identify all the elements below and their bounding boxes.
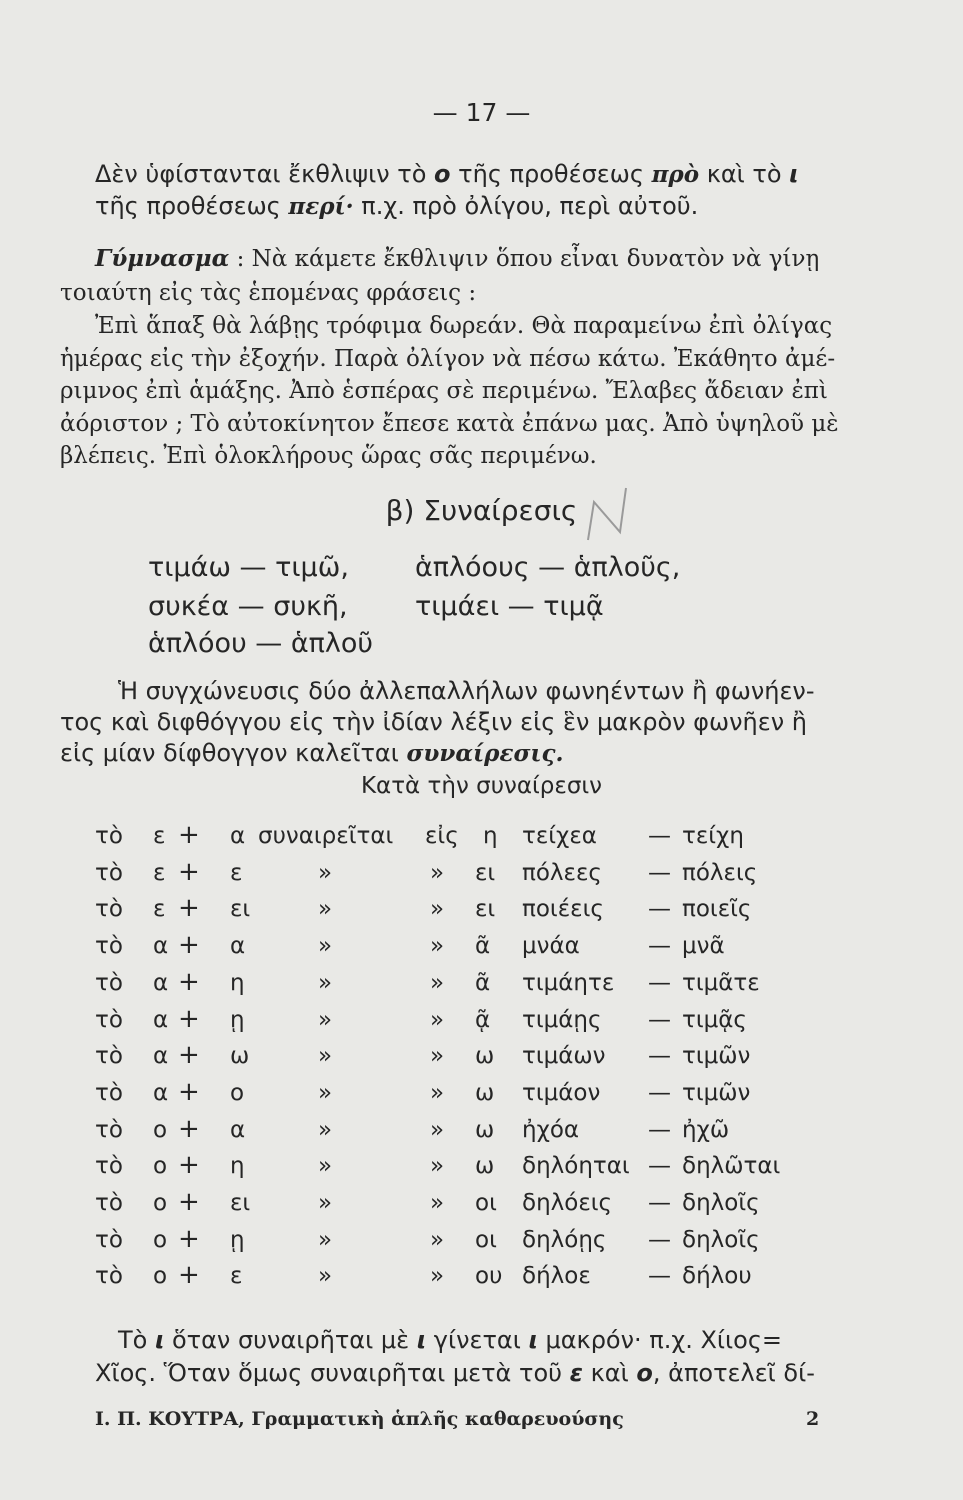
rule-article: τὸ [95, 933, 123, 960]
rule-word: τιμάητε [522, 969, 615, 996]
rule-vowel-2: α [230, 1116, 246, 1143]
rule-ditto-2: » [430, 1190, 445, 1216]
rule-row [0, 1113, 963, 1153]
rule-vowel-2: η [230, 1153, 245, 1180]
section-title: β) Συναίρεσις [385, 494, 578, 527]
intro-line-1: Δὲν ὑφίστανται ἔκθλιψιν τὸ ο τῆς προθέσεως πρὸ καὶ τὸ ι [95, 160, 799, 188]
rule-vowel-1: α [153, 1079, 169, 1106]
rule-article: τὸ [95, 1153, 123, 1180]
rule-result: ω [475, 1079, 495, 1106]
rule-word: τείχεα [522, 823, 597, 849]
rule-word: ποιέεις [522, 896, 604, 923]
rule-word: τιμάων [522, 1043, 606, 1070]
exercise-line-5: ριμνος ἐπὶ ἁμάξης. Ἀπὸ ἑσπέρας σὲ περιμένω. Ἔλαβες ἄδειαν ἐπὶ [60, 378, 828, 404]
rule-vowel-1: ε [153, 896, 166, 923]
rule-row [0, 1150, 963, 1189]
rule-article: τὸ [95, 1043, 123, 1070]
rule-vowel-1: α [153, 1043, 169, 1070]
rule-ditto-2: » [430, 859, 445, 886]
rule-article: τὸ [95, 823, 123, 849]
rule-dash: — [648, 823, 671, 849]
rule-contracted: τείχη [682, 823, 744, 849]
rule-row [0, 930, 963, 969]
rule-result: οι [475, 1226, 497, 1253]
rule-plus: + [178, 1113, 200, 1144]
example-5: ἁπλόου — ἁπλοῦ [148, 628, 374, 659]
rule-ditto-1: » [318, 896, 333, 923]
rule-contracted: τιμᾷς [682, 1006, 747, 1033]
rule-row [0, 1076, 963, 1116]
rule-row [0, 1223, 963, 1263]
rule-result: ᾶ [475, 969, 491, 996]
rule-result: οι [475, 1190, 497, 1216]
exercise-line-3: Ἐπὶ ἅπαξ θὰ λάβῃς τρόφιμα δωρεάν. Θὰ παραμείνω ἐπὶ ὀλίγας [95, 313, 833, 339]
rule-article: τὸ [95, 1079, 123, 1106]
rule-result: ω [475, 1116, 495, 1143]
rule-vowel-1: ε [153, 859, 166, 886]
rule-row [0, 1040, 963, 1079]
rule-vowel-1: ο [153, 1226, 168, 1253]
rule-vowel-2: ει [230, 896, 251, 923]
rule-plus: + [178, 1040, 200, 1071]
rule-eis: εἰς [425, 823, 459, 849]
rule-vowel-2: ε [230, 1263, 243, 1290]
rule-contracted: δηλοῖς [682, 1226, 760, 1253]
rule-result: η [483, 823, 498, 849]
intro-line-2: τῆς προθέσεως περί· π.χ. πρὸ ὀλίγου, περὶ αὐτοῦ. [95, 192, 699, 220]
rule-row [0, 1187, 963, 1226]
rule-contracted: πόλεις [682, 859, 758, 886]
rule-vowel-1: ο [153, 1263, 168, 1290]
rule-ditto-2: » [430, 896, 445, 923]
rule-vowel-2: ῃ [230, 1006, 245, 1033]
rule-word: δήλοε [522, 1263, 591, 1290]
rule-contracted: ἠχῶ [682, 1116, 730, 1143]
example-1: τιμάω — τιμῶ, [148, 552, 349, 583]
rule-row [0, 966, 963, 1006]
rule-plus: + [178, 1260, 200, 1291]
rule-word: τιμάον [522, 1079, 601, 1106]
rule-vowel-2: α [230, 823, 246, 849]
rule-ditto-2: » [430, 933, 445, 960]
rule-dash: — [648, 1226, 671, 1253]
rule-ditto-1: » [318, 1043, 333, 1070]
rule-dash: — [648, 859, 671, 886]
rule-ditto-1: » [318, 1190, 333, 1216]
rule-word: δηλόῃς [522, 1226, 607, 1253]
rule-contracted: μνᾶ [682, 933, 725, 960]
rule-word: ἠχόα [522, 1116, 580, 1143]
rule-contracted: δηλῶται [682, 1153, 781, 1180]
rule-ditto-2: » [430, 1263, 445, 1290]
rule-ditto-1: » [318, 1263, 333, 1290]
rule-result: ᾶ [475, 933, 491, 960]
rule-plus: + [178, 1076, 200, 1107]
rule-article: τὸ [95, 1263, 123, 1290]
rule-plus: + [178, 893, 200, 924]
rule-article: τὸ [95, 896, 123, 923]
exercise-label: Γύμνασμα [95, 245, 230, 272]
rule-row [0, 893, 963, 932]
rule-vowel-2: ο [230, 1079, 245, 1106]
rule-article: τὸ [95, 859, 123, 886]
example-4: τιμάει — τιμᾷ [415, 591, 604, 622]
rule-vowel-1: ο [153, 1153, 168, 1180]
rule-result: ω [475, 1153, 495, 1180]
exercise-line-7: βλέπεις. Ἐπὶ ὁλοκλήρους ὥρας σᾶς περιμένω. [60, 443, 597, 469]
rule-plus: + [178, 966, 200, 997]
rule-word: δηλόεις [522, 1190, 613, 1216]
rule-ditto-2: » [430, 1153, 445, 1180]
rule-row [0, 856, 963, 896]
rule-ditto-1: » [318, 969, 333, 996]
rule-contracted: δηλοῖς [682, 1190, 760, 1216]
rule-plus: + [178, 1150, 200, 1181]
rule-result: ει [475, 896, 496, 923]
page-number: — 17 — [432, 98, 531, 127]
rule-dash: — [648, 1043, 671, 1070]
rule-vowel-2: η [230, 969, 245, 996]
rule-ditto-1: » [318, 859, 333, 886]
rule-word: δηλόηται [522, 1153, 630, 1180]
rule-ditto-2: » [430, 1079, 445, 1106]
rule-vowel-1: ε [153, 823, 166, 849]
footer-sheet-number: 2 [806, 1408, 820, 1430]
rule-word: μνάα [522, 933, 580, 960]
exercise-line-2: τοιαύτη εἰς τὰς ἑπομένας φράσεις : [60, 280, 477, 306]
rules-title: Κατὰ τὴν συναίρεσιν [360, 773, 603, 799]
rule-vowel-1: α [153, 1006, 169, 1033]
rule-vowel-1: α [153, 969, 169, 996]
rule-ditto-2: » [430, 1116, 445, 1143]
rule-ditto-1: » [318, 1116, 333, 1143]
rule-contracted: τιμῶν [682, 1043, 751, 1070]
rule-vowel-1: ο [153, 1190, 168, 1216]
footer-title: Ι. Π. ΚΟΥΤΡΑ, Γραμματικὴ ἁπλῆς καθαρευούσης [95, 1408, 624, 1430]
definition-line-1: Ἡ συγχώνευσις δύο ἀλλεπαλλήλων φωνηέντων ἢ φωνήεν- [118, 677, 815, 705]
rule-dash: — [648, 969, 671, 996]
rule-vowel-2: ει [230, 1190, 251, 1216]
rule-dash: — [648, 1079, 671, 1106]
rule-vowel-2: ω [230, 1043, 250, 1070]
closing-line-2: Χῖος. Ὅταν ὅμως συναιρῆται μετὰ τοῦ ε καὶ ο, ἀποτελεῖ δί- [95, 1359, 815, 1387]
rule-dash: — [648, 1006, 671, 1033]
rule-contracted: τιμῶν [682, 1079, 751, 1106]
rule-ditto-1: » [318, 933, 333, 960]
definition-line-2: τος καὶ διφθόγγου εἰς τὴν ἰδίαν λέξιν εἰς ἓν μακρὸν φωνῆεν ἢ [60, 708, 807, 736]
rule-ditto-2: » [430, 1226, 445, 1253]
rule-dash: — [648, 933, 671, 960]
rule-dash: — [648, 1263, 671, 1290]
rule-result: ᾷ [475, 1006, 491, 1033]
rule-ditto-1: » [318, 1153, 333, 1180]
rule-ditto-2: » [430, 1006, 445, 1033]
rule-row [0, 1003, 963, 1043]
rule-plus: + [178, 856, 200, 887]
example-2: ἁπλόους — ἁπλοῦς, [415, 552, 681, 583]
rule-result: ω [475, 1043, 495, 1070]
exercise-line-1: Γύμνασμα : Νὰ κάμετε ἔκθλιψιν ὅπου εἶναι δυνατὸν νὰ γίνῃ [95, 245, 820, 272]
rule-word: πόλεες [522, 859, 602, 886]
rule-vowel-2: ῃ [230, 1226, 245, 1253]
rule-ditto-1: » [318, 1226, 333, 1253]
rule-vowel-1: α [153, 933, 169, 960]
rule-article: τὸ [95, 1116, 123, 1143]
rule-plus: + [178, 1003, 200, 1034]
rule-plus: + [178, 930, 200, 961]
rule-dash: — [648, 896, 671, 923]
exercise-line-6: ἀόριστον ; Τὸ αὐτοκίνητον ἔπεσε κατὰ ἐπάνω μας. Ἀπὸ ὑψηλοῦ μὲ [60, 411, 839, 437]
rule-article: τὸ [95, 1190, 123, 1216]
rule-contracted: ποιεῖς [682, 896, 752, 923]
example-3: συκέα — συκῆ, [148, 591, 348, 622]
rule-ditto-1: » [318, 1006, 333, 1033]
rule-row [0, 820, 963, 859]
rule-plus: + [178, 820, 200, 850]
rule-vowel-1: ο [153, 1116, 168, 1143]
rule-dash: — [648, 1153, 671, 1180]
rule-ditto-1: » [318, 1079, 333, 1106]
rule-result: ου [475, 1263, 503, 1290]
rule-vowel-2: α [230, 933, 246, 960]
rule-dash: — [648, 1190, 671, 1216]
rule-contracted: δήλου [682, 1263, 752, 1290]
rule-word: τιμάῃς [522, 1006, 602, 1033]
rule-contracted: τιμᾶτε [682, 969, 760, 996]
rule-vowel-2: ε [230, 859, 243, 886]
term-synairesis: συναίρεσις. [406, 740, 564, 767]
rule-plus: + [178, 1187, 200, 1217]
rule-article: τὸ [95, 1226, 123, 1253]
rule-article: τὸ [95, 969, 123, 996]
exercise-line-4: ἡμέρας εἰς τὴν ἐξοχήν. Παρὰ ὀλίγον νὰ πέσω κάτω. Ἐκάθητο ἀμέ- [60, 346, 836, 372]
rule-row [0, 1260, 963, 1299]
rule-ditto-2: » [430, 1043, 445, 1070]
rule-article: τὸ [95, 1006, 123, 1033]
rule-dash: — [648, 1116, 671, 1143]
rule-ditto-2: » [430, 969, 445, 996]
rule-plus: + [178, 1223, 200, 1254]
rule-verb: συναιρεῖται [258, 823, 394, 849]
rule-result: ει [475, 859, 496, 886]
definition-line-3: εἰς μίαν δίφθογγον καλεῖται συναίρεσις. [60, 739, 564, 767]
closing-line-1: Τὸ ι ὅταν συναιρῆται μὲ ι γίνεται ι μακρόν· π.χ. Χίιος= [118, 1326, 783, 1354]
